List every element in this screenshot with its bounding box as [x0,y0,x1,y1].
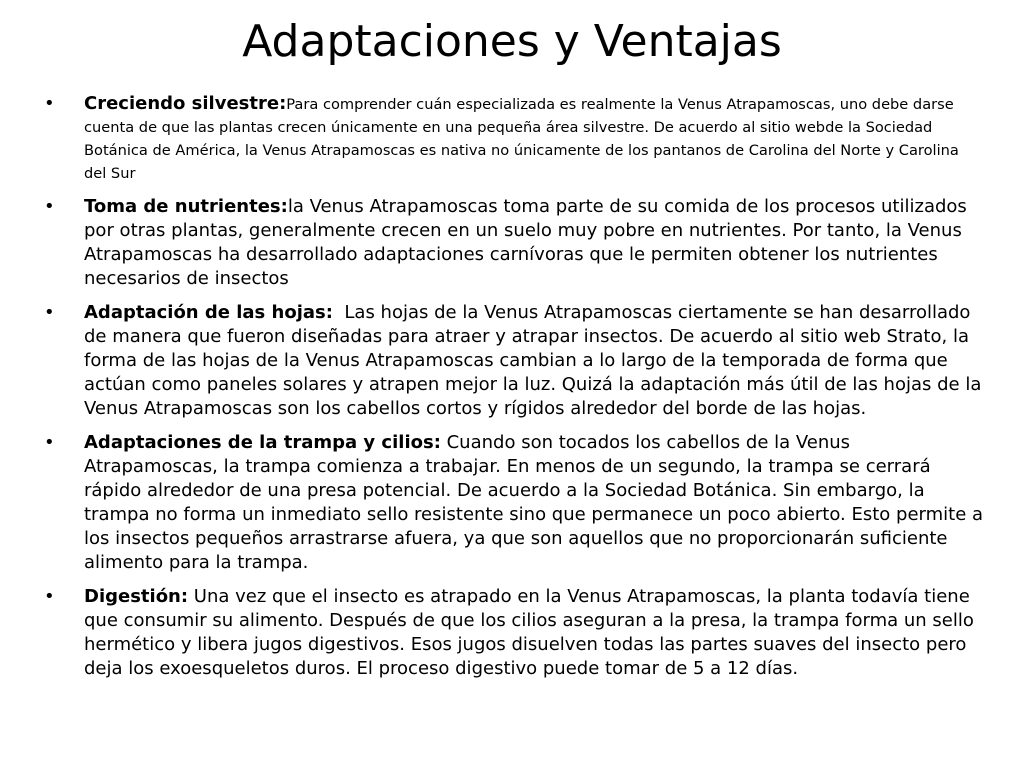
bullet-heading: Adaptación de las hojas: [84,302,333,323]
bullet-heading: Creciendo silvestre: [84,93,287,114]
bullet-heading: Adaptaciones de la trampa y cilios: [84,432,441,453]
bullet-text: la Venus Atrapamoscas toma parte de su comida de los procesos utilizados por otras plantas, generalmente crecen en un suelo muy pobre en nutrientes. Por tanto, la Venus Atrapamoscas ha desarrollado adaptaciones carnívoras que le permiten obtener los nutrientes necesarios de insectos [84,196,967,289]
bullet-dot-icon: • [44,586,55,607]
bullet-item [44,92,984,185]
bullet-dot-icon: • [44,196,55,217]
bullet-text: Una vez que el insecto es atrapado en la Venus Atrapamoscas, la planta todavía tiene que consumir su alimento. Después de que los cilios aseguran a la presa, la trampa forma un sello hermético y libera jugos digestivos. Esos jugos disuelven todas las partes suaves del insecto pero deja los exoesqueletos duros. El proceso digestivo puede tomar de 5 a 12 días. [84,586,974,679]
bullet-item [44,195,984,291]
slide-title: Adaptaciones y Ventajas [242,16,782,67]
bullet-list [44,92,988,691]
bullet-dot-icon: • [44,93,55,114]
bullet-text: Cuando son tocados los cabellos de la Venus Atrapamoscas, la trampa comienza a trabajar. En menos de un segundo, la trampa se cerrará rápido alrededor de una presa potencial. De acuerdo a la Sociedad Botánica. Sin embargo, la trampa no forma un inmediato sello resistente sino que permanece un poco abierto. Esto permite a los insectos pequeños arrastrarse afuera, ya que son aquellos que no proporcionarán suficiente alimento para la trampa. [84,432,984,573]
bullet-text: Las hojas de la Venus Atrapamoscas ciertamente se han desarrollado de manera que fueron diseñadas para atraer y atrapar insectos. De acuerdo al sitio web Strato, la forma de las hojas de la Venus Atrapamoscas cambian a lo largo de la temporada de forma que actúan como paneles solares y atrapen mejor la luz. Quizá la adaptación más útil de las hojas de la Venus Atrapamoscas son los cabellos cortos y rígidos alrededor del borde de las hojas. [84,302,988,419]
bullet-dot-icon: • [44,432,55,453]
bullet-item [44,431,984,575]
bullet-item [44,585,984,681]
bullet-item [44,301,988,421]
bullet-dot-icon: • [44,302,55,323]
bullet-text: Para comprender cuán especializada es realmente la Venus Atrapamoscas, uno debe darse cuenta de que las plantas crecen únicamente en una pequeña área silvestre. De acuerdo al sitio webde la Sociedad Botánica de América, la Venus Atrapamoscas es nativa no únicamente de los pantanos de Carolina del Norte y Carolina del Sur [84,96,959,182]
bullet-heading: Digestión: [84,586,189,607]
bullet-heading: Toma de nutrientes: [84,196,288,217]
